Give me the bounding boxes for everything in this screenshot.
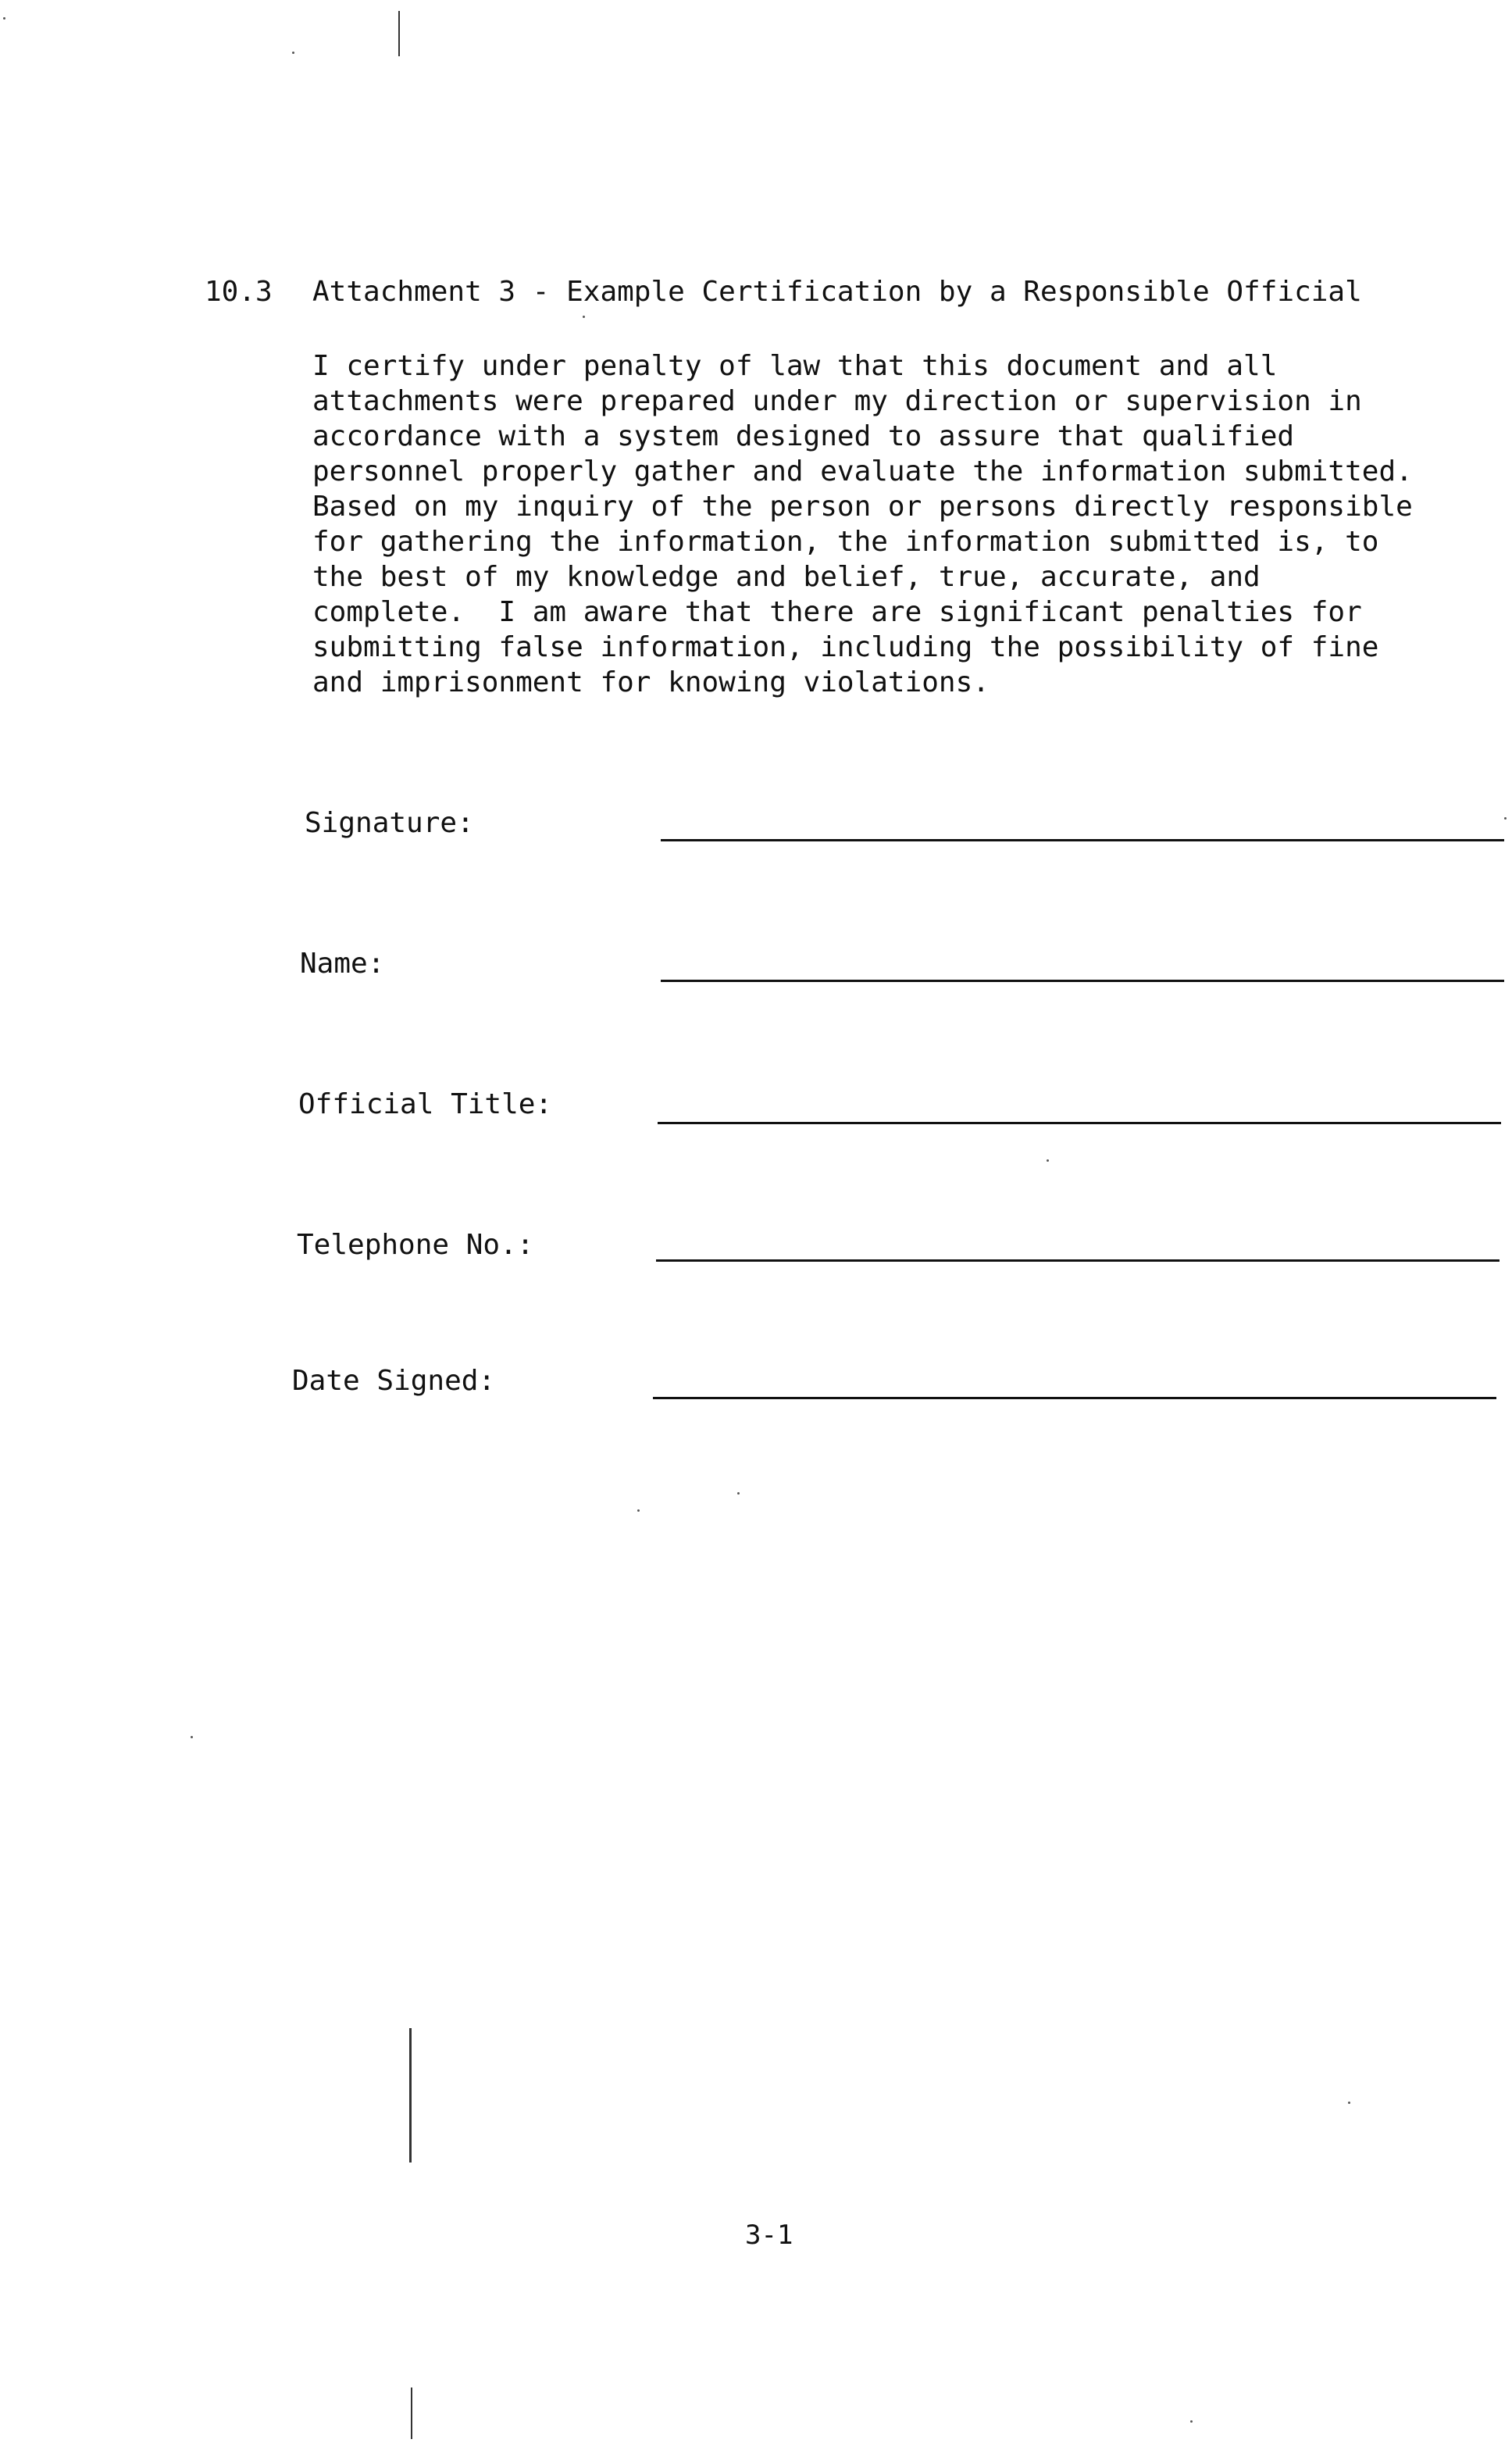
- telephone-field[interactable]: [656, 1259, 1500, 1262]
- scan-speck: [1047, 1159, 1049, 1162]
- certification-line: and imprisonment for knowing violations.: [312, 666, 990, 698]
- section-number: 10.3: [205, 276, 273, 308]
- certification-line: for gathering the information, the information submitted is, to: [312, 526, 1379, 558]
- official-title-label: Official Title:: [298, 1088, 553, 1120]
- certification-line: complete. I am aware that there are significant penalties for: [312, 596, 1362, 628]
- date-signed-field[interactable]: [653, 1397, 1496, 1399]
- scan-speck: [1504, 817, 1507, 820]
- certification-line: accordance with a system designed to assure that qualified: [312, 420, 1295, 452]
- telephone-label: Telephone No.:: [297, 1229, 534, 1261]
- scan-speck: [637, 1509, 640, 1512]
- signature-field[interactable]: [661, 839, 1504, 841]
- certification-line: attachments were prepared under my direction or supervision in: [312, 385, 1362, 417]
- scan-speck: [292, 52, 294, 54]
- date-signed-label: Date Signed:: [292, 1365, 496, 1397]
- certification-statement: [312, 348, 1500, 700]
- name-label: Name:: [300, 948, 385, 980]
- signature-label: Signature:: [305, 807, 474, 839]
- scan-speck: [1190, 2420, 1193, 2423]
- certification-line: Based on my inquiry of the person or persons directly responsible: [312, 491, 1413, 523]
- page-number: 3-1: [745, 2220, 793, 2251]
- scan-speck: [191, 1736, 193, 1738]
- section-title: Attachment 3 - Example Certification by a Responsible Official: [312, 276, 1362, 308]
- scan-speck: [3, 17, 5, 20]
- scan-artifact-top: [398, 11, 400, 56]
- name-field[interactable]: [661, 980, 1504, 982]
- certification-line: the best of my knowledge and belief, true, accurate, and: [312, 561, 1261, 593]
- certification-line: I certify under penalty of law that this document and all: [312, 350, 1278, 382]
- certification-line: personnel properly gather and evaluate the information submitted.: [312, 455, 1413, 488]
- official-title-field[interactable]: [658, 1122, 1501, 1124]
- scan-artifact-bottom-bar: [411, 2388, 412, 2439]
- certification-line: submitting false information, including the possibility of fine: [312, 631, 1379, 663]
- scan-speck: [583, 316, 585, 318]
- scan-speck: [1348, 2102, 1350, 2104]
- scan-artifact-left-bar: [409, 2028, 412, 2162]
- scan-speck: [737, 1492, 740, 1495]
